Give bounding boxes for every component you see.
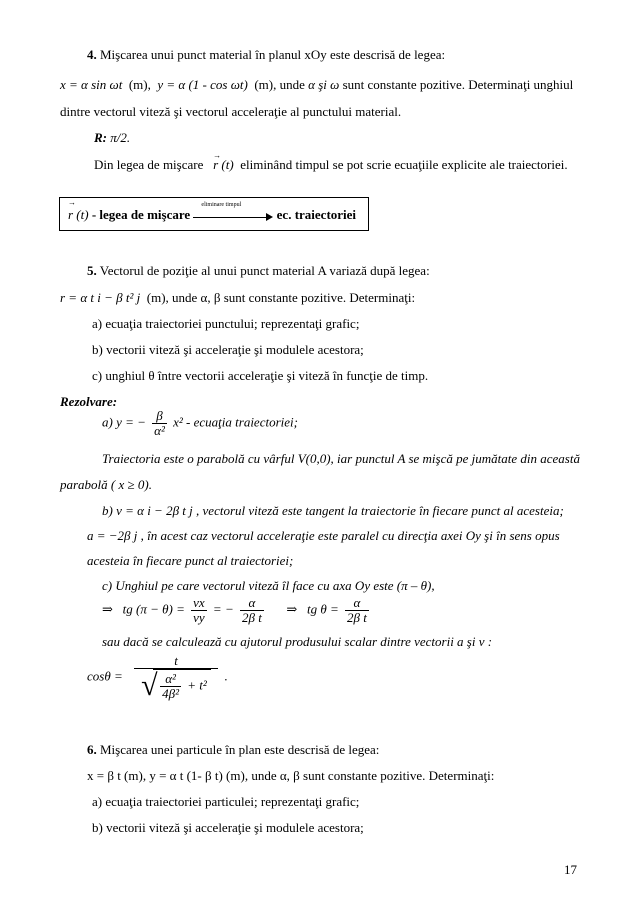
arrow-icon: eliminare timpul bbox=[193, 210, 273, 222]
p4-title: 4. Mişcarea unui punct material în planul xOy este descrisă de legea: bbox=[87, 47, 446, 62]
p5-scalar: sau dacă se calculează cu ajutorul produsului scalar dintre vectorii a şi v : bbox=[102, 634, 493, 649]
law-box-content: → r (t) - legea de mişcare eliminare timpul ec. traiectoriei bbox=[68, 207, 356, 223]
fraction: $\frac{\beta}{\text{α²}}$ bbox=[154, 408, 165, 438]
page-number: 17 bbox=[564, 862, 577, 877]
p6-title: 6. Mişcarea unei particule în plan este descrisă de legea: bbox=[87, 742, 380, 757]
p5-rezolvare: Rezolvare: bbox=[60, 394, 118, 409]
p5-cos-formula: cosθ = t √ $\frac{\text{α²}}{\text{4β²}}$ + t² . bbox=[87, 653, 228, 702]
p5-item-b: b) vectorii viteză şi acceleraţie şi modulele acestora; bbox=[92, 342, 364, 357]
p5-item-a: a) ecuaţia traiectoriei punctului; reprezentaţi grafic; bbox=[92, 316, 360, 331]
p5-acceleration: a = −2β j , în acest caz vectorul acceleraţie este paralel cu direcţia axei Oy şi în sens opus bbox=[87, 528, 560, 543]
p4-line2: dintre vectorul viteză şi vectorul acceleraţie al punctului material. bbox=[60, 104, 402, 119]
sqrt-icon: √ $\frac{\text{α²}}{\text{4β²}}$ + t² bbox=[141, 669, 211, 701]
p5-traj2: parabolă ( x ≥ 0). bbox=[60, 477, 152, 492]
p5-answer-b: b) v = α i − 2β t j , vectorul viteză este tangent la traiectorie în fiecare punct al acesteia; bbox=[102, 503, 564, 518]
law-box bbox=[59, 197, 369, 231]
p5-law: r = α t i − β t² j (m), unde α, β sunt constante pozitive. Determinaţi: bbox=[60, 290, 416, 305]
p5-answer-c: c) Unghiul pe care vectorul viteză îl face cu axa Oy este (π – θ), bbox=[102, 578, 435, 593]
p6-law: x = β t (m), y = α t (1- β t) (m), unde α, β sunt constante pozitive. Determinaţi: bbox=[87, 768, 495, 783]
p5-title: 5. Vectorul de poziţie al unui punct material A variază după legea: bbox=[87, 263, 430, 278]
p5-traj1: Traiectoria este o parabolă cu vârful V(0,0), iar punctul A se mişcă pe jumătate din această bbox=[102, 451, 580, 466]
p6-item-b: b) vectorii viteză şi acceleraţie şi modulele acestora; bbox=[92, 820, 364, 835]
p6-item-a: a) ecuaţia traiectoriei particulei; reprezentaţi grafic; bbox=[92, 794, 360, 809]
p5-acc2: acesteia în fiecare punct al traiectoriei; bbox=[87, 553, 294, 568]
p5-answer-a: a) y = − $\frac{\beta}{\text{α²}}$ x² - ecuaţia traiectoriei; bbox=[102, 408, 298, 438]
p5-tg-formula: ⇒ tg (π − θ) = $\frac{vx}{vy}$ = − $\frac{\alpha}{\text{2β t}}$ ⇒ tg θ = $\frac{\alpha}{\text{2β t}}$ bbox=[102, 595, 367, 625]
p4-answer: R: π/2. bbox=[94, 130, 131, 145]
p5-item-c: c) unghiul θ între vectorii acceleraţie şi viteză în funcţie de timp. bbox=[92, 368, 429, 383]
p4-equations: x = α sin ωt (m), y = α (1 - cos ωt) (m), unde α şi ω sunt constante pozitive. Determinaţi unghiul bbox=[60, 77, 574, 92]
p4-line4: Din legea de mişcare → r (t) eliminând timpul se pot scrie ecuaţiile explicite ale traiectoriei. bbox=[94, 157, 568, 173]
